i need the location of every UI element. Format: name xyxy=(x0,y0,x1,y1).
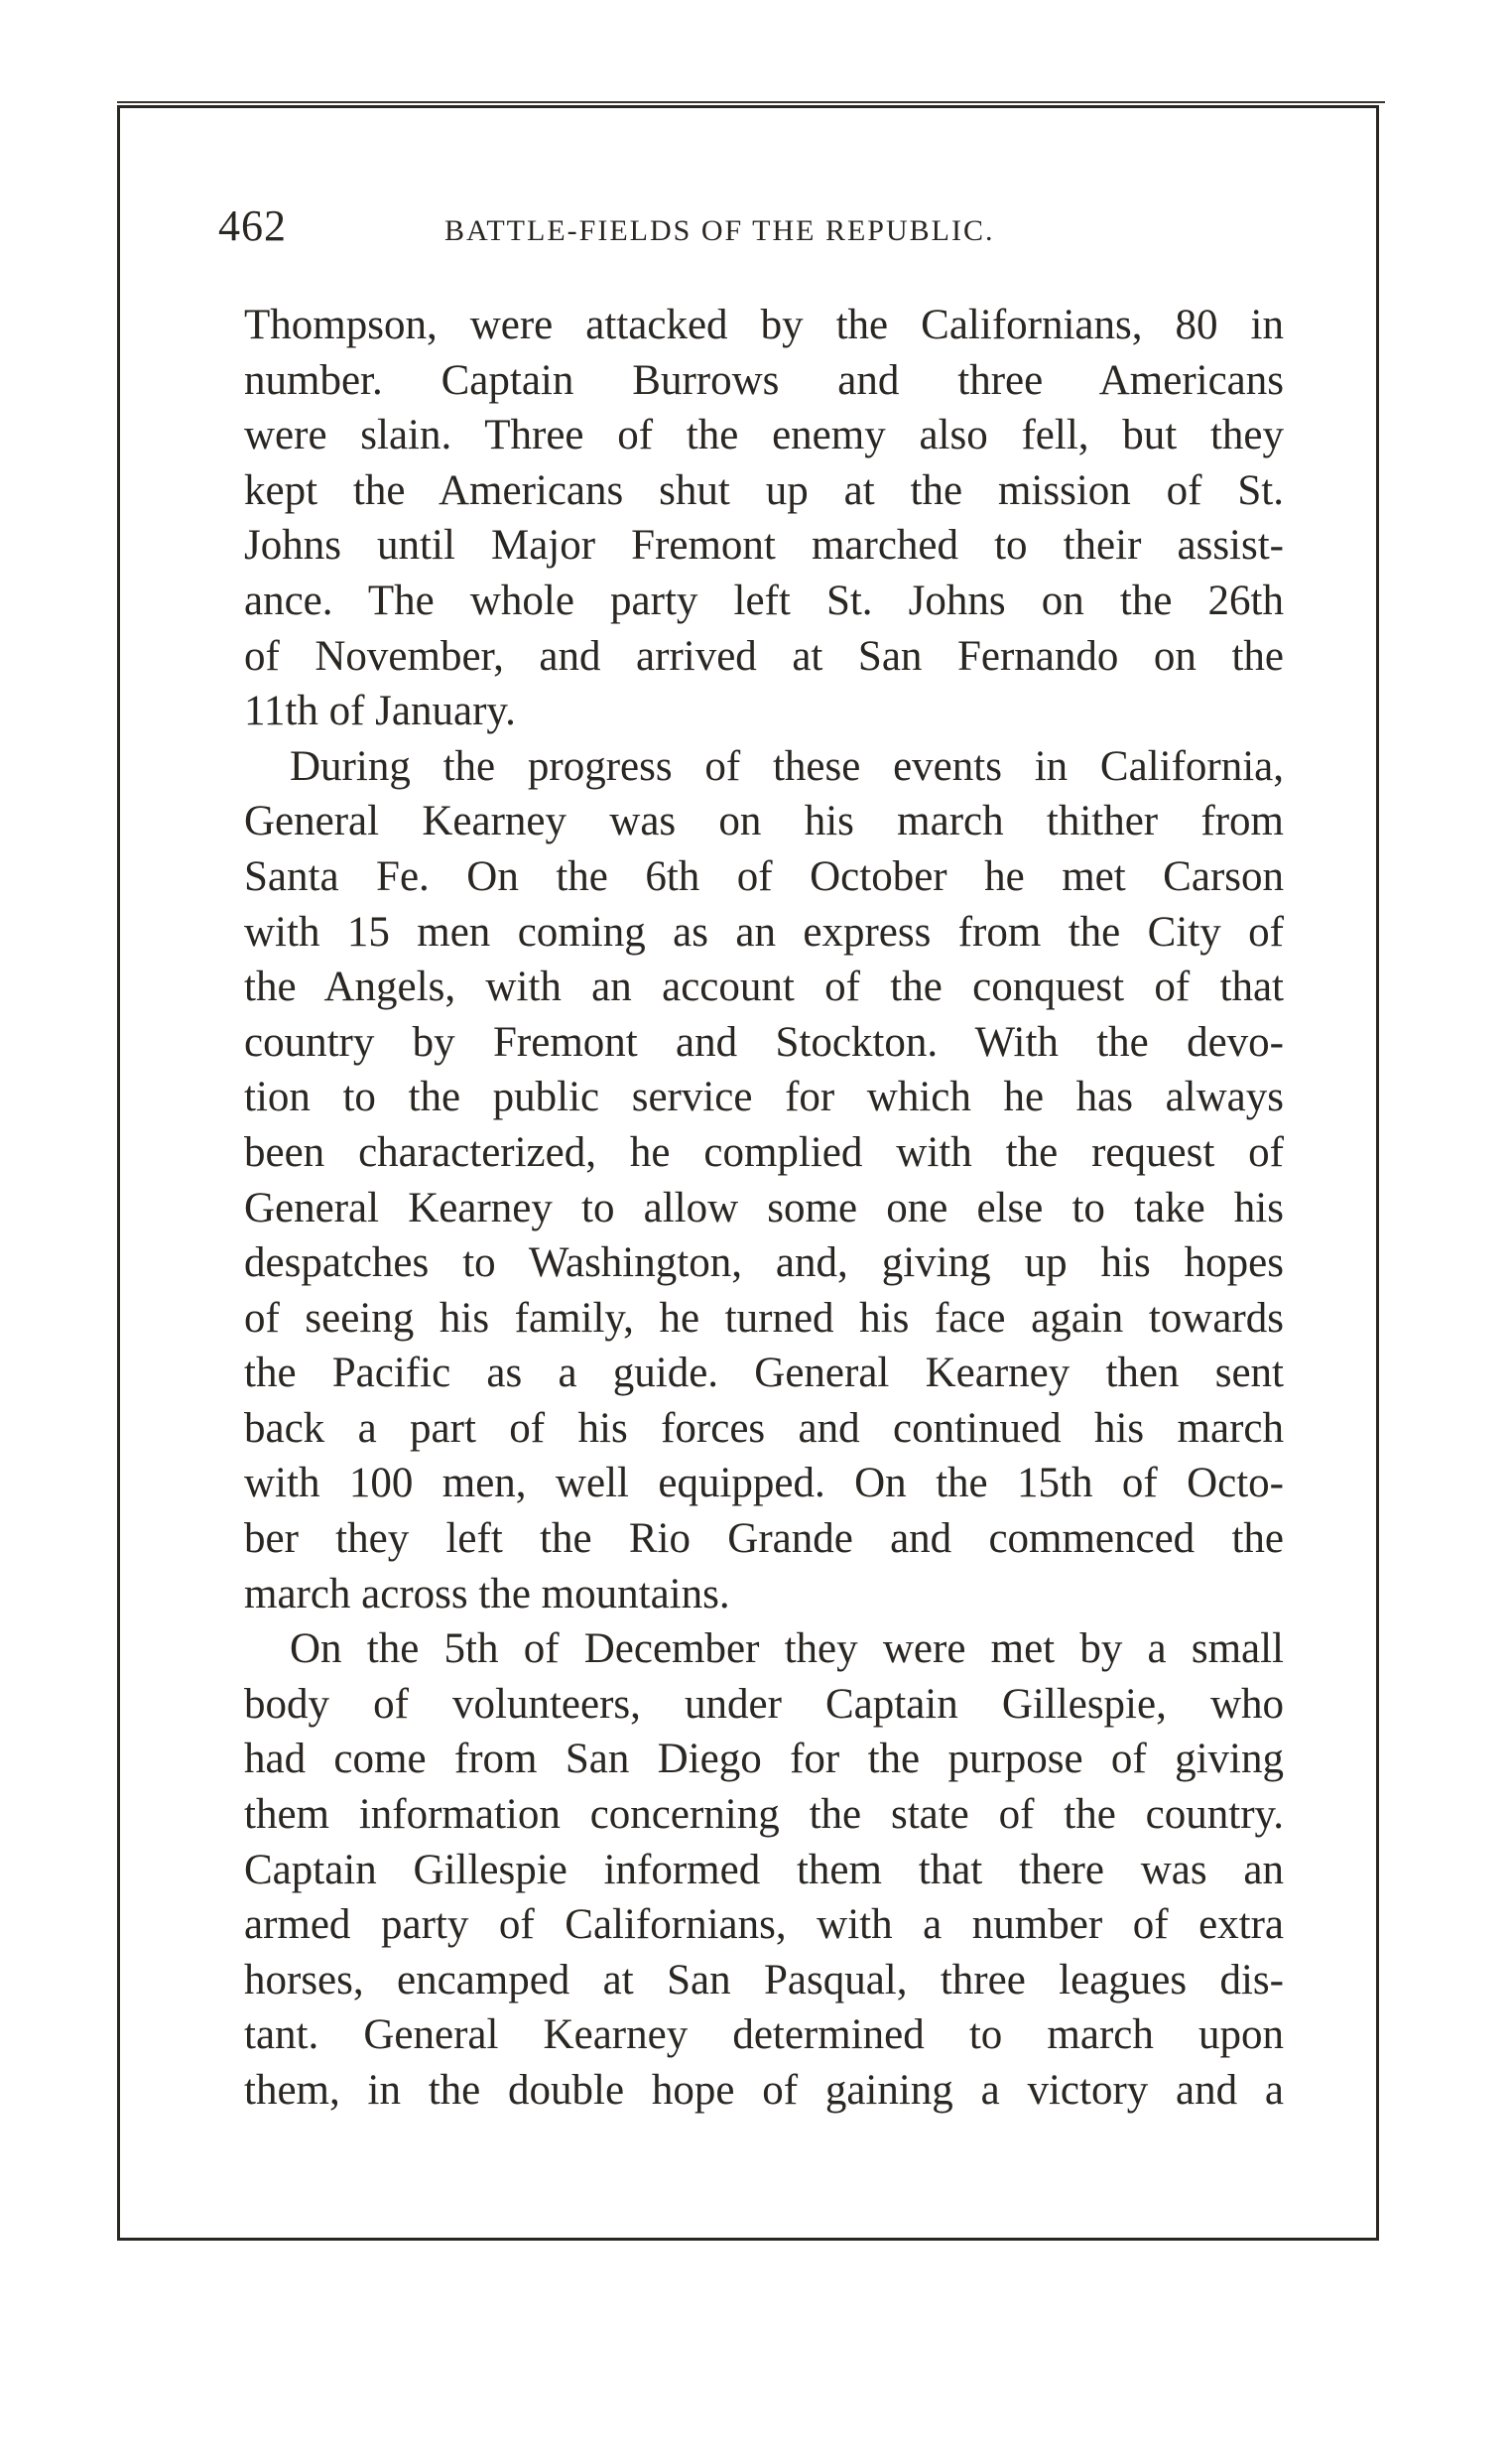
text-line: Santa Fe. On the 6th of October he met Carson xyxy=(244,852,1284,900)
text-line: 11th of January. xyxy=(244,688,516,735)
text-line: were slain. Three of the enemy also fell, but they xyxy=(244,412,1284,459)
text-line: During the progress of these events in California, xyxy=(290,742,1284,790)
text-line: ance. The whole party left St. Johns on the 26th xyxy=(244,577,1284,624)
text-line: Thompson, were attacked by the Californians, 80 in xyxy=(244,302,1284,348)
text-line: tion to the public service for which he has always xyxy=(244,1074,1284,1121)
text-line: the Angels, with an account of the conquest of that xyxy=(244,964,1284,1011)
text-line: country by Fremont and Stockton. With the devo- xyxy=(244,1018,1284,1066)
text-line: General Kearney was on his march thither from xyxy=(244,798,1284,845)
text-line: had come from San Diego for the purpose of giving xyxy=(244,1736,1284,1783)
text-line: the Pacific as a guide. General Kearney then sent xyxy=(244,1350,1284,1397)
text-line: tant. General Kearney determined to march upon xyxy=(244,2011,1284,2059)
text-line: despatches to Washington, and, giving up his hopes xyxy=(244,1239,1284,1287)
paragraph-3 xyxy=(244,1621,1284,2118)
text-line: of seeing his family, he turned his face again towards xyxy=(244,1294,1284,1342)
page-number: 462 xyxy=(218,201,287,250)
text-line: Captain Gillespie informed them that there was an xyxy=(244,1846,1284,1893)
text-line: armed party of Californians, with a number of extra xyxy=(244,1901,1284,1949)
text-line: back a part of his forces and continued his march xyxy=(244,1404,1284,1452)
paragraph-1 xyxy=(244,298,1284,739)
text-line: kept the Americans shut up at the mission of St. xyxy=(244,466,1284,514)
text-line: march across the mountains. xyxy=(244,1570,730,1617)
text-line: General Kearney to allow some one else to take his xyxy=(244,1184,1284,1231)
text-line: number. Captain Burrows and three Americans xyxy=(244,356,1284,404)
paragraph-2 xyxy=(244,739,1284,1622)
text-line: them, in the double hope of gaining a victory and a xyxy=(244,2067,1284,2114)
text-line: horses, encamped at San Pasqual, three leagues dis- xyxy=(244,1956,1284,2003)
text-line: of November, and arrived at San Fernando on the xyxy=(244,632,1284,680)
text-line: with 100 men, well equipped. On the 15th of Octo- xyxy=(244,1460,1284,1507)
text-line: On the 5th of December they were met by a small xyxy=(290,1625,1284,1673)
text-line: ber they left the Rio Grande and commenced the xyxy=(244,1515,1284,1563)
running-head: BATTLE-FIELDS OF THE REPUBLIC. xyxy=(444,214,995,247)
text-line: body of volunteers, under Captain Gillespie, who xyxy=(244,1680,1284,1728)
body-text xyxy=(244,298,1284,2119)
text-line: been characterized, he complied with the request of xyxy=(244,1128,1284,1176)
text-line: them information concerning the state of the country. xyxy=(244,1791,1284,1839)
page-header xyxy=(218,200,1310,260)
text-line: Johns until Major Fremont marched to their assist- xyxy=(244,522,1284,570)
frame-top-rule xyxy=(117,101,1385,103)
text-line: with 15 men coming as an express from the City of xyxy=(244,908,1284,956)
